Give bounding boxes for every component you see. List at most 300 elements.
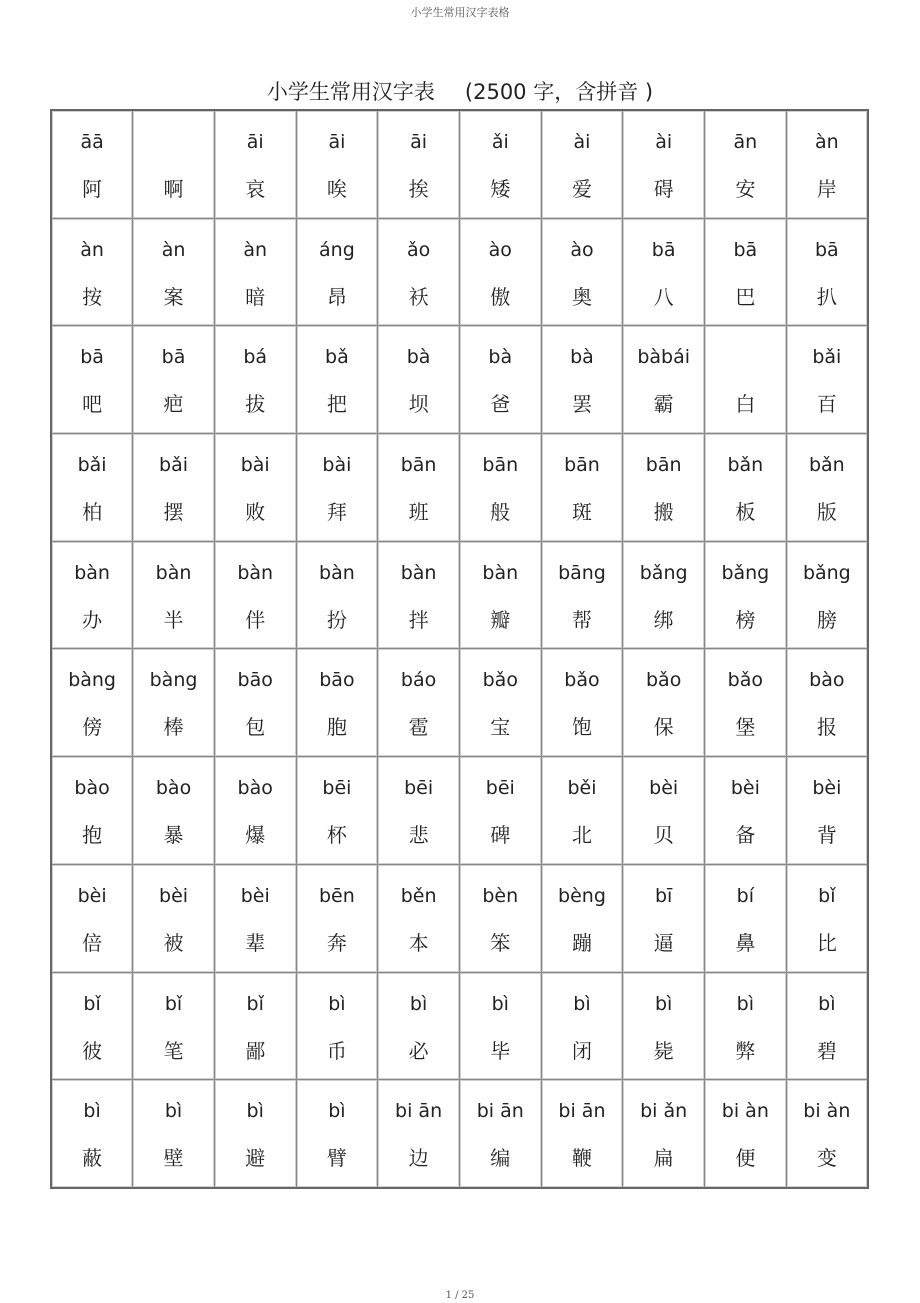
character-cell bbox=[51, 326, 133, 434]
character-cell bbox=[51, 434, 133, 542]
pinyin-label: àn bbox=[243, 238, 268, 261]
hanzi-character: 避 bbox=[245, 1146, 266, 1171]
hanzi-character: 摆 bbox=[163, 500, 184, 525]
pinyin-label: bàbái bbox=[637, 346, 690, 369]
character-cell bbox=[378, 326, 460, 434]
pinyin-label: bā bbox=[733, 238, 758, 261]
hanzi-character: 币 bbox=[326, 1038, 347, 1063]
pinyin-label: bàn bbox=[319, 561, 355, 584]
hanzi-character: 臂 bbox=[326, 1146, 347, 1171]
pinyin-label: bāo bbox=[319, 669, 355, 692]
character-cell bbox=[623, 326, 705, 434]
pinyin-label: bì bbox=[491, 992, 509, 1015]
hanzi-character: 班 bbox=[408, 500, 429, 525]
hanzi-character: 鼻 bbox=[735, 930, 756, 955]
document-header-title: 小学生常用汉字表格 bbox=[410, 6, 510, 19]
hanzi-character: 堡 bbox=[735, 715, 756, 740]
hanzi-character: 般 bbox=[490, 500, 511, 525]
table-row bbox=[51, 434, 868, 542]
character-cell bbox=[296, 972, 378, 1080]
character-cell bbox=[541, 1080, 623, 1188]
pinyin-label: bèi bbox=[812, 777, 842, 800]
hanzi-character: 笔 bbox=[163, 1038, 184, 1063]
pinyin-label: ào bbox=[488, 238, 512, 261]
character-cell bbox=[786, 972, 868, 1080]
hanzi-character: 比 bbox=[816, 930, 837, 955]
pinyin-label: ài bbox=[655, 131, 673, 153]
pinyin-label: bì bbox=[818, 992, 836, 1015]
character-cell bbox=[133, 1080, 215, 1188]
hanzi-character: 败 bbox=[245, 500, 266, 525]
table-row bbox=[51, 972, 868, 1080]
hanzi-character: 壁 bbox=[163, 1146, 184, 1171]
hanzi-character: 傲 bbox=[490, 284, 511, 309]
hanzi-character: 哀 bbox=[245, 177, 266, 201]
hanzi-character: 宝 bbox=[490, 715, 511, 740]
hanzi-character: 编 bbox=[490, 1146, 511, 1171]
character-cell bbox=[786, 326, 868, 434]
hanzi-character: 岸 bbox=[816, 177, 837, 201]
hanzi-character: 爸 bbox=[490, 392, 511, 417]
hanzi-character: 蔽 bbox=[82, 1146, 103, 1171]
page-number: 1 / 25 bbox=[445, 1290, 475, 1301]
character-cell bbox=[541, 972, 623, 1080]
pinyin-label: bèi bbox=[730, 777, 760, 800]
pinyin-label: bǎo bbox=[482, 669, 518, 692]
character-cell bbox=[623, 434, 705, 542]
hanzi-character: 坝 bbox=[408, 392, 429, 417]
hanzi-character: 半 bbox=[163, 607, 184, 632]
hanzi-character: 逼 bbox=[653, 930, 674, 955]
character-cell bbox=[705, 541, 787, 649]
hanzi-character: 包 bbox=[245, 715, 266, 740]
hanzi-character: 安 bbox=[735, 177, 756, 201]
pinyin-label: bài bbox=[322, 454, 352, 477]
pinyin-label: bǎo bbox=[564, 669, 600, 692]
pinyin-label: bēn bbox=[319, 884, 355, 907]
pinyin-label: bān bbox=[564, 454, 600, 477]
hanzi-character: 绑 bbox=[653, 607, 674, 632]
character-cell bbox=[214, 972, 296, 1080]
hanzi-character: 扒 bbox=[816, 284, 837, 309]
hanzi-character: 笨 bbox=[490, 930, 511, 955]
pinyin-label: bēi bbox=[404, 777, 434, 800]
pinyin-label: bǎo bbox=[727, 669, 763, 692]
pinyin-label: bà bbox=[570, 346, 594, 369]
table-row bbox=[51, 864, 868, 972]
character-cell bbox=[459, 972, 541, 1080]
hanzi-character: 毙 bbox=[653, 1038, 674, 1063]
character-cell bbox=[541, 541, 623, 649]
hanzi-character: 抱 bbox=[82, 823, 103, 848]
pinyin-label: bā bbox=[814, 238, 839, 261]
pinyin-label: bǎ bbox=[325, 346, 349, 369]
pinyin-label: bi ān bbox=[395, 1100, 443, 1123]
pinyin-label: bǎi bbox=[77, 454, 107, 477]
hanzi-character: 碧 bbox=[816, 1038, 837, 1063]
character-cell bbox=[133, 972, 215, 1080]
hanzi-character: 碍 bbox=[653, 177, 674, 201]
character-cell bbox=[623, 972, 705, 1080]
pinyin-label: bǎng bbox=[639, 561, 688, 584]
pinyin-label: bèn bbox=[482, 884, 519, 907]
table-row bbox=[51, 1080, 868, 1188]
hanzi-character: 饱 bbox=[571, 715, 592, 740]
pinyin-label: bǎo bbox=[645, 669, 682, 692]
table-row bbox=[51, 110, 868, 218]
character-cell bbox=[786, 434, 868, 542]
hanzi-character: 啊 bbox=[163, 177, 184, 201]
pinyin-label: bǐ bbox=[246, 992, 264, 1015]
hanzi-character: 唉 bbox=[326, 177, 347, 201]
pinyin-label: bà bbox=[406, 346, 431, 369]
character-cell bbox=[459, 434, 541, 542]
character-cell bbox=[133, 110, 215, 218]
character-cell bbox=[51, 218, 133, 326]
pinyin-label: bì bbox=[409, 992, 428, 1015]
hanzi-character: 榜 bbox=[735, 607, 756, 632]
table-row bbox=[51, 757, 868, 865]
hanzi-character: 傍 bbox=[82, 715, 103, 740]
hanzi-character: 本 bbox=[408, 930, 429, 955]
character-cell bbox=[214, 218, 296, 326]
character-cell bbox=[705, 434, 787, 542]
pinyin-label: bǎn bbox=[727, 454, 764, 477]
character-cell bbox=[378, 972, 460, 1080]
pinyin-label: bì bbox=[246, 1100, 264, 1123]
hanzi-character: 爆 bbox=[245, 823, 266, 848]
hanzi-character: 爱 bbox=[571, 177, 592, 201]
hanzi-character: 暴 bbox=[163, 823, 184, 848]
hanzi-character: 案 bbox=[163, 284, 184, 309]
pinyin-label: bǐ bbox=[164, 992, 183, 1015]
pinyin-label: bì bbox=[573, 992, 591, 1015]
character-cell bbox=[378, 434, 460, 542]
pinyin-label: bèi bbox=[159, 884, 189, 907]
pinyin-label: bi àn bbox=[721, 1100, 769, 1123]
character-cell bbox=[541, 110, 623, 218]
pinyin-label: bǎng bbox=[802, 561, 851, 584]
hanzi-character: 吧 bbox=[82, 392, 103, 417]
hanzi-character: 边 bbox=[408, 1146, 429, 1171]
hanzi-character: 疤 bbox=[163, 392, 184, 417]
pinyin-label bbox=[705, 344, 786, 370]
table-row bbox=[51, 541, 868, 649]
character-cell bbox=[786, 110, 868, 218]
hanzi-character: 保 bbox=[653, 715, 674, 740]
hanzi-character: 瓣 bbox=[490, 607, 511, 632]
character-cell bbox=[133, 218, 215, 326]
pinyin-label: bān bbox=[482, 454, 519, 477]
table-row bbox=[51, 218, 868, 326]
character-cell bbox=[51, 110, 133, 218]
character-cell bbox=[214, 757, 296, 865]
character-cell bbox=[296, 218, 378, 326]
character-cell bbox=[459, 864, 541, 972]
character-cell bbox=[133, 757, 215, 865]
pinyin-label: bēi bbox=[485, 777, 515, 800]
character-cell bbox=[378, 218, 460, 326]
character-cell bbox=[214, 110, 296, 218]
character-cell bbox=[786, 541, 868, 649]
character-cell bbox=[459, 218, 541, 326]
pinyin-label: bā bbox=[651, 238, 676, 261]
character-cell bbox=[296, 864, 378, 972]
pinyin-label: bǐ bbox=[818, 884, 836, 907]
pinyin-label: báo bbox=[400, 669, 437, 692]
character-cell bbox=[786, 218, 868, 326]
hanzi-character: 巴 bbox=[735, 284, 756, 309]
hanzi-character: 八 bbox=[653, 284, 674, 309]
hanzi-character: 挨 bbox=[408, 177, 429, 201]
character-cell bbox=[541, 649, 623, 757]
pinyin-label: bǎng bbox=[721, 561, 770, 584]
page-title bbox=[0, 76, 920, 106]
pinyin-label: ǎo bbox=[406, 238, 431, 261]
hanzi-character: 变 bbox=[816, 1146, 837, 1171]
character-cell bbox=[705, 110, 787, 218]
hanzi-character: 办 bbox=[82, 607, 103, 632]
pinyin-label: āi bbox=[246, 131, 264, 153]
hanzi-character: 闭 bbox=[571, 1038, 592, 1063]
character-cell bbox=[378, 110, 460, 218]
hanzi-character: 扮 bbox=[326, 607, 347, 632]
pinyin-label: bàng bbox=[68, 669, 116, 692]
character-cell bbox=[705, 864, 787, 972]
hanzi-character: 备 bbox=[735, 823, 756, 848]
character-cell bbox=[623, 864, 705, 972]
hanzi-character: 把 bbox=[326, 392, 347, 417]
hanzi-character: 拔 bbox=[245, 392, 266, 417]
character-cell bbox=[705, 326, 787, 434]
pinyin-label: bǎn bbox=[808, 454, 845, 477]
hanzi-character: 暗 bbox=[245, 284, 266, 309]
pinyin-label: bì bbox=[164, 1100, 183, 1123]
character-cell bbox=[705, 649, 787, 757]
pinyin-label: ài bbox=[573, 131, 591, 153]
hanzi-character: 帮 bbox=[571, 607, 592, 632]
character-cell bbox=[623, 757, 705, 865]
character-cell bbox=[623, 110, 705, 218]
hanzi-character: 倍 bbox=[82, 930, 103, 955]
character-cell bbox=[296, 757, 378, 865]
hanzi-character: 罢 bbox=[571, 392, 592, 417]
hanzi-character: 斑 bbox=[571, 500, 592, 525]
hanzi-character: 搬 bbox=[653, 500, 674, 525]
hanzi-character: 膀 bbox=[816, 607, 837, 632]
character-cell bbox=[296, 326, 378, 434]
pinyin-label: bān bbox=[645, 454, 682, 477]
hanzi-character: 雹 bbox=[408, 715, 429, 740]
pinyin-label: bèi bbox=[77, 884, 107, 907]
pinyin-label: bi ān bbox=[558, 1100, 606, 1123]
pinyin-label: āi bbox=[410, 131, 428, 153]
hanzi-character: 彼 bbox=[82, 1038, 103, 1063]
character-cell bbox=[296, 434, 378, 542]
pinyin-label: bài bbox=[240, 454, 270, 477]
character-cell bbox=[214, 326, 296, 434]
pinyin-label: áng bbox=[319, 238, 355, 261]
character-cell bbox=[705, 757, 787, 865]
character-table bbox=[50, 109, 869, 1189]
character-cell bbox=[51, 972, 133, 1080]
pinyin-label bbox=[133, 129, 214, 155]
character-cell bbox=[214, 541, 296, 649]
character-cell bbox=[378, 1080, 460, 1188]
pinyin-label: bǐ bbox=[83, 992, 101, 1015]
page-title-text: 小学生常用汉字表 bbox=[266, 80, 435, 104]
pinyin-label: bāo bbox=[237, 669, 273, 692]
hanzi-character: 阿 bbox=[82, 177, 103, 201]
pinyin-label: bàn bbox=[482, 561, 519, 584]
pinyin-label: ào bbox=[570, 238, 594, 261]
character-cell bbox=[705, 218, 787, 326]
character-cell bbox=[378, 757, 460, 865]
character-cell bbox=[541, 326, 623, 434]
hanzi-character: 柏 bbox=[82, 500, 103, 525]
pinyin-label: bā bbox=[80, 346, 104, 369]
hanzi-character: 矮 bbox=[490, 177, 511, 201]
character-cell bbox=[459, 326, 541, 434]
hanzi-character: 必 bbox=[408, 1038, 429, 1063]
table-row bbox=[51, 326, 868, 434]
pinyin-label: bǎi bbox=[812, 346, 842, 369]
character-cell bbox=[459, 110, 541, 218]
pinyin-label: bà bbox=[488, 346, 513, 369]
pinyin-label: bào bbox=[155, 777, 192, 800]
hanzi-character: 悲 bbox=[408, 823, 429, 848]
character-cell bbox=[133, 541, 215, 649]
character-cell bbox=[623, 649, 705, 757]
pinyin-label: bàn bbox=[155, 561, 192, 584]
character-cell bbox=[133, 434, 215, 542]
hanzi-character: 碑 bbox=[490, 823, 511, 848]
hanzi-character: 便 bbox=[735, 1146, 756, 1171]
pinyin-label: bēi bbox=[322, 777, 352, 800]
pinyin-label: bào bbox=[809, 669, 845, 692]
hanzi-character: 弊 bbox=[735, 1038, 756, 1063]
character-cell bbox=[133, 649, 215, 757]
pinyin-label: àn bbox=[815, 131, 839, 153]
character-cell bbox=[214, 1080, 296, 1188]
character-cell bbox=[786, 649, 868, 757]
character-cell bbox=[296, 541, 378, 649]
hanzi-character: 棒 bbox=[163, 715, 184, 740]
pinyin-label: bì bbox=[83, 1100, 101, 1123]
hanzi-character: 奥 bbox=[571, 284, 592, 309]
pinyin-label: àn bbox=[161, 238, 186, 261]
character-cell bbox=[623, 541, 705, 649]
hanzi-character: 毕 bbox=[490, 1038, 511, 1063]
character-cell bbox=[214, 434, 296, 542]
pinyin-label: āi bbox=[328, 131, 346, 153]
hanzi-character: 被 bbox=[163, 930, 184, 955]
hanzi-character: 鄙 bbox=[245, 1038, 266, 1063]
pinyin-label: běi bbox=[567, 777, 597, 800]
character-cell bbox=[378, 649, 460, 757]
hanzi-character: 板 bbox=[735, 500, 756, 525]
hanzi-character: 拜 bbox=[326, 500, 347, 525]
pinyin-label: bàn bbox=[237, 561, 274, 584]
pinyin-label: bèi bbox=[649, 777, 679, 800]
hanzi-character: 鞭 bbox=[571, 1146, 592, 1171]
pinyin-label: bǎi bbox=[159, 454, 189, 477]
pinyin-label: bì bbox=[328, 1100, 346, 1123]
character-cell bbox=[786, 864, 868, 972]
character-cell bbox=[378, 541, 460, 649]
pinyin-label: bì bbox=[328, 992, 346, 1015]
character-cell bbox=[541, 434, 623, 542]
hanzi-character: 背 bbox=[816, 823, 837, 848]
pinyin-label: bì bbox=[654, 992, 673, 1015]
hanzi-character: 报 bbox=[816, 715, 837, 740]
pinyin-label: bào bbox=[74, 777, 110, 800]
character-cell bbox=[541, 864, 623, 972]
pinyin-label: bì bbox=[736, 992, 755, 1015]
character-cell bbox=[459, 541, 541, 649]
character-cell bbox=[214, 864, 296, 972]
character-cell bbox=[459, 1080, 541, 1188]
character-cell bbox=[296, 1080, 378, 1188]
hanzi-character: 白 bbox=[735, 392, 756, 417]
pinyin-label: bān bbox=[400, 454, 437, 477]
hanzi-character: 版 bbox=[816, 500, 837, 525]
pinyin-label: ǎi bbox=[491, 131, 509, 153]
character-cell bbox=[378, 864, 460, 972]
hanzi-character: 霸 bbox=[653, 392, 674, 417]
character-cell bbox=[51, 1080, 133, 1188]
character-cell bbox=[51, 541, 133, 649]
hanzi-character: 百 bbox=[816, 392, 837, 417]
hanzi-character: 辈 bbox=[245, 930, 266, 955]
character-cell bbox=[541, 218, 623, 326]
hanzi-character: 扁 bbox=[653, 1146, 674, 1171]
pinyin-label: bāng bbox=[558, 561, 606, 584]
hanzi-character: 贝 bbox=[653, 823, 674, 848]
character-table-body bbox=[51, 110, 868, 1188]
character-cell bbox=[459, 649, 541, 757]
pinyin-label: bi àn bbox=[803, 1100, 851, 1123]
hanzi-character: 伴 bbox=[245, 607, 266, 632]
hanzi-character: 蹦 bbox=[571, 930, 592, 955]
character-cell bbox=[296, 649, 378, 757]
character-cell bbox=[705, 972, 787, 1080]
character-cell bbox=[623, 218, 705, 326]
character-cell bbox=[51, 649, 133, 757]
character-cell bbox=[459, 757, 541, 865]
pinyin-label: bèng bbox=[558, 884, 606, 907]
page-subtitle: (2500 字，含拼音 ) bbox=[464, 80, 654, 104]
pinyin-label: bá bbox=[243, 346, 268, 369]
character-cell bbox=[133, 326, 215, 434]
pinyin-label: bi ān bbox=[476, 1100, 524, 1123]
character-cell bbox=[541, 757, 623, 865]
hanzi-character: 胞 bbox=[326, 715, 347, 740]
pinyin-label: bi ǎn bbox=[640, 1100, 688, 1123]
pinyin-label: běn bbox=[400, 884, 437, 907]
hanzi-character: 奔 bbox=[326, 930, 347, 955]
character-cell bbox=[705, 1080, 787, 1188]
character-cell bbox=[51, 757, 133, 865]
character-cell bbox=[133, 864, 215, 972]
character-cell bbox=[786, 757, 868, 865]
pinyin-label: bàn bbox=[400, 561, 437, 584]
pinyin-label: àn bbox=[80, 238, 104, 261]
hanzi-character: 拌 bbox=[408, 607, 429, 632]
pinyin-label: bī bbox=[654, 884, 673, 907]
character-cell bbox=[786, 1080, 868, 1188]
hanzi-character: 昂 bbox=[326, 284, 347, 309]
